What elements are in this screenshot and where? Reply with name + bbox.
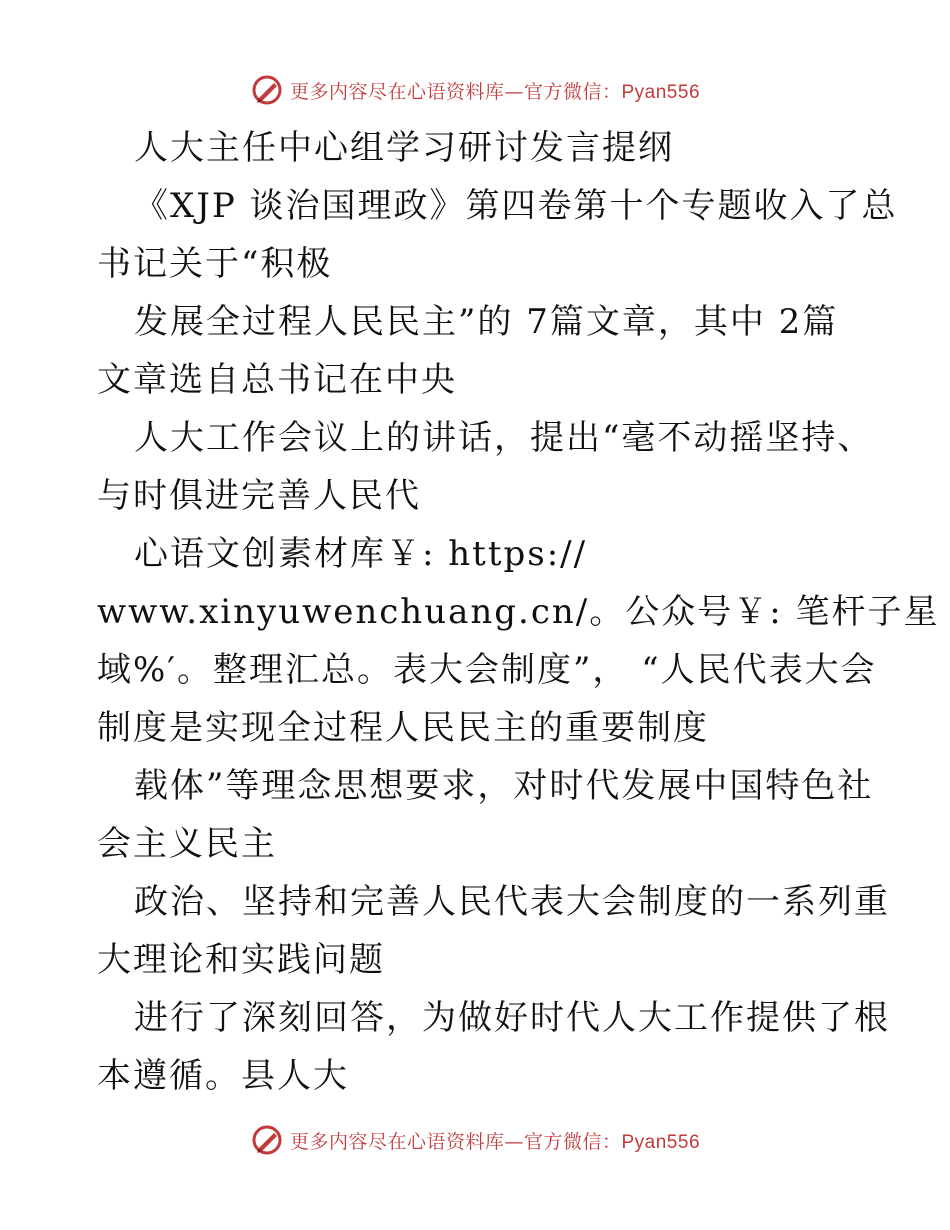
doc-line: 人大工作会议上的讲话，提出“毫不动摇坚持、 [134,418,874,458]
doc-line: 大理论和实践问题 [97,940,385,980]
pen-logo-icon [250,73,284,107]
doc-line: 域%′。整理汇总。表大会制度”， “人民代表大会 [97,650,877,690]
doc-line: 会主义民主 [97,824,277,864]
doc-line: 进行了深刻回答，为做好时代人大工作提供了根 [134,998,890,1038]
pen-logo-icon [250,1123,284,1157]
header-wechat-id: Pyan556 [621,81,701,103]
doc-line: 制度是实现全过程人民民主的重要制度 [97,708,709,748]
doc-line: 书记关于“积极 [97,244,333,284]
doc-line: 发展全过程人民民主”的 7篇文章，其中 2篇 [134,302,839,342]
doc-line: 《XJP 谈治国理政》第四卷第十个专题收入了总 [134,186,898,226]
doc-line: www.xinyuwenchuang.cn/。公众号￥: 笔杆子星 [97,592,940,632]
footer-banner [0,1120,950,1160]
footer-banner-text: 更多内容尽在心语资料库—官方微信： [289,1130,622,1153]
header-banner [0,70,950,110]
doc-line: 政治、坚持和完善人民代表大会制度的一系列重 [134,882,890,922]
footer-wechat-id: Pyan556 [621,1131,701,1153]
doc-line: 本遵循。县人大 [97,1056,349,1096]
doc-line: 人大主任中心组学习研讨发言提纲 [134,128,674,168]
header-banner-text: 更多内容尽在心语资料库—官方微信： [289,80,622,103]
doc-line: 载体”等理念思想要求，对时代发展中国特色社 [134,766,874,806]
doc-line: 与时俱进完善人民代 [97,476,421,516]
doc-line: 文章选自总书记在中央 [97,360,457,400]
doc-line: 心语文创素材库￥: https:// [134,534,588,574]
